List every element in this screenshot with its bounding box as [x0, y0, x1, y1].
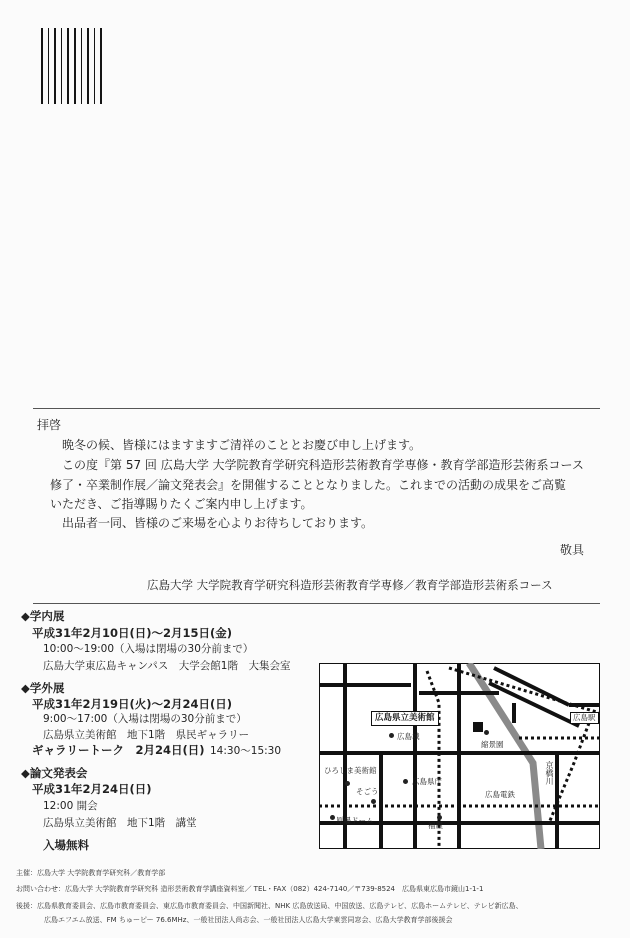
map-dot-fukuya [437, 815, 442, 820]
middle-divider [33, 603, 600, 604]
greeting: 拝啓 [37, 418, 62, 432]
event-gakunai-time: 10:00～19:00（入場は閉場の30分前まで） [43, 643, 254, 655]
letter-paragraph-2-line-2: 修了・卒業制作展／論文発表会』を開催することとなりました。これまでの活動の成果をご高覧 [50, 478, 567, 492]
gallery-talk-label: ギャラリートーク 2月24日(日) [32, 743, 205, 757]
map-label-hiroshima-station: 広島駅 [570, 712, 599, 724]
closing: 敬具 [560, 543, 585, 557]
event-gakunai-title: ◆学内展 [21, 609, 65, 623]
access-map [319, 663, 600, 849]
event-ronbun-title: ◆論文発表会 [21, 766, 88, 780]
footer-contact: お問い合わせ：広島大学 大学院教育学研究科 造形芸術教育学講座資料室／ TEL・FAX（082）424-7140／〒739-8524 広島県東広島市鏡山1-1-1 [16, 885, 484, 893]
map-dot-shukkeien [484, 730, 489, 735]
barcode-mark [41, 28, 102, 104]
footer-support-line-2: 広島エフエム放送、FM ちゅーピー 76.6MHz、一般社団法人尚志会、一般社団法人広島大学東雲同窓会、広島大学教育学部後援会 [44, 916, 453, 924]
map-label-hiroshima-museum: ひろしま美術館 [324, 766, 377, 775]
map-label-prefectural-office: 広島県庁 [412, 777, 442, 786]
gallery-talk-time: 14:30～15:30 [210, 745, 282, 757]
event-ronbun-date: 平成31年2月24日(日) [32, 782, 152, 796]
sender: 広島大学 大学院教育学研究科造形芸術教育学専修／教育学部造形芸術系コース [147, 578, 553, 592]
map-label-hiroshima-castle: 広島城 [397, 732, 420, 741]
letter-paragraph-2-line-3: いただき、ご指導賜りたくご案内申し上げます。 [50, 497, 313, 511]
letter-paragraph-1: 晩冬の候、皆様にはますますご清祥のこととお慶び申し上げます。 [62, 438, 422, 452]
event-gakunai-date: 平成31年2月10日(日)～2月15日(金) [32, 626, 233, 640]
event-gakugai-venue: 広島県立美術館 地下1階 県民ギャラリー [43, 729, 250, 741]
event-gakugai-title: ◆学外展 [21, 681, 65, 695]
letter-paragraph-2-line-1: この度『第 57 回 広島大学 大学院教育学研究科造形芸術教育学専修・教育学部造形芸術系コース [62, 458, 584, 472]
footer-organizer: 主催：広島大学 大学院教育学研究科／教育学部 [16, 869, 166, 877]
map-label-genbaku-dome: 原爆ドーム [336, 816, 374, 825]
map-label-shukkeien: 縮景園 [481, 740, 504, 749]
event-gakunai-venue: 広島大学東広島キャンパス 大学会館1階 大集会室 [43, 660, 291, 672]
map-label-kyobashi-river: 京橋川 [545, 761, 554, 785]
admission-free: 入場無料 [43, 838, 89, 852]
map-label-sogo: そごう [356, 787, 379, 796]
map-label-fukuya: 福屋 [428, 821, 443, 830]
letter-paragraph-3: 出品者一同、皆様のご来場を心よりお待ちしております。 [62, 516, 374, 530]
map-dot-pref-office [403, 779, 408, 784]
event-gakugai-date: 平成31年2月19日(火)～2月24日(日) [32, 697, 233, 711]
map-dot-museum-of-art [345, 781, 350, 786]
map-dot-sogo [371, 799, 376, 804]
footer-support-line-1: 後援：広島県教育委員会、広島市教育委員会、東広島市教育委員会、中国新聞社、NHK 広島放送局、中国放送、広島テレビ、広島ホームテレビ、テレビ新広島、 [16, 902, 523, 910]
event-gakugai-time: 9:00～17:00（入場は閉場の30分前まで） [43, 713, 247, 725]
map-label-museum: 広島県立美術館 [371, 711, 439, 726]
map-label-hiroden: 広島電鉄 [485, 790, 515, 799]
event-ronbun-venue: 広島県立美術館 地下1階 講堂 [43, 817, 197, 829]
event-ronbun-time: 12:00 開会 [43, 800, 98, 812]
top-divider [33, 408, 600, 409]
map-dot-genbaku-dome [330, 815, 335, 820]
map-dot-castle [389, 733, 394, 738]
